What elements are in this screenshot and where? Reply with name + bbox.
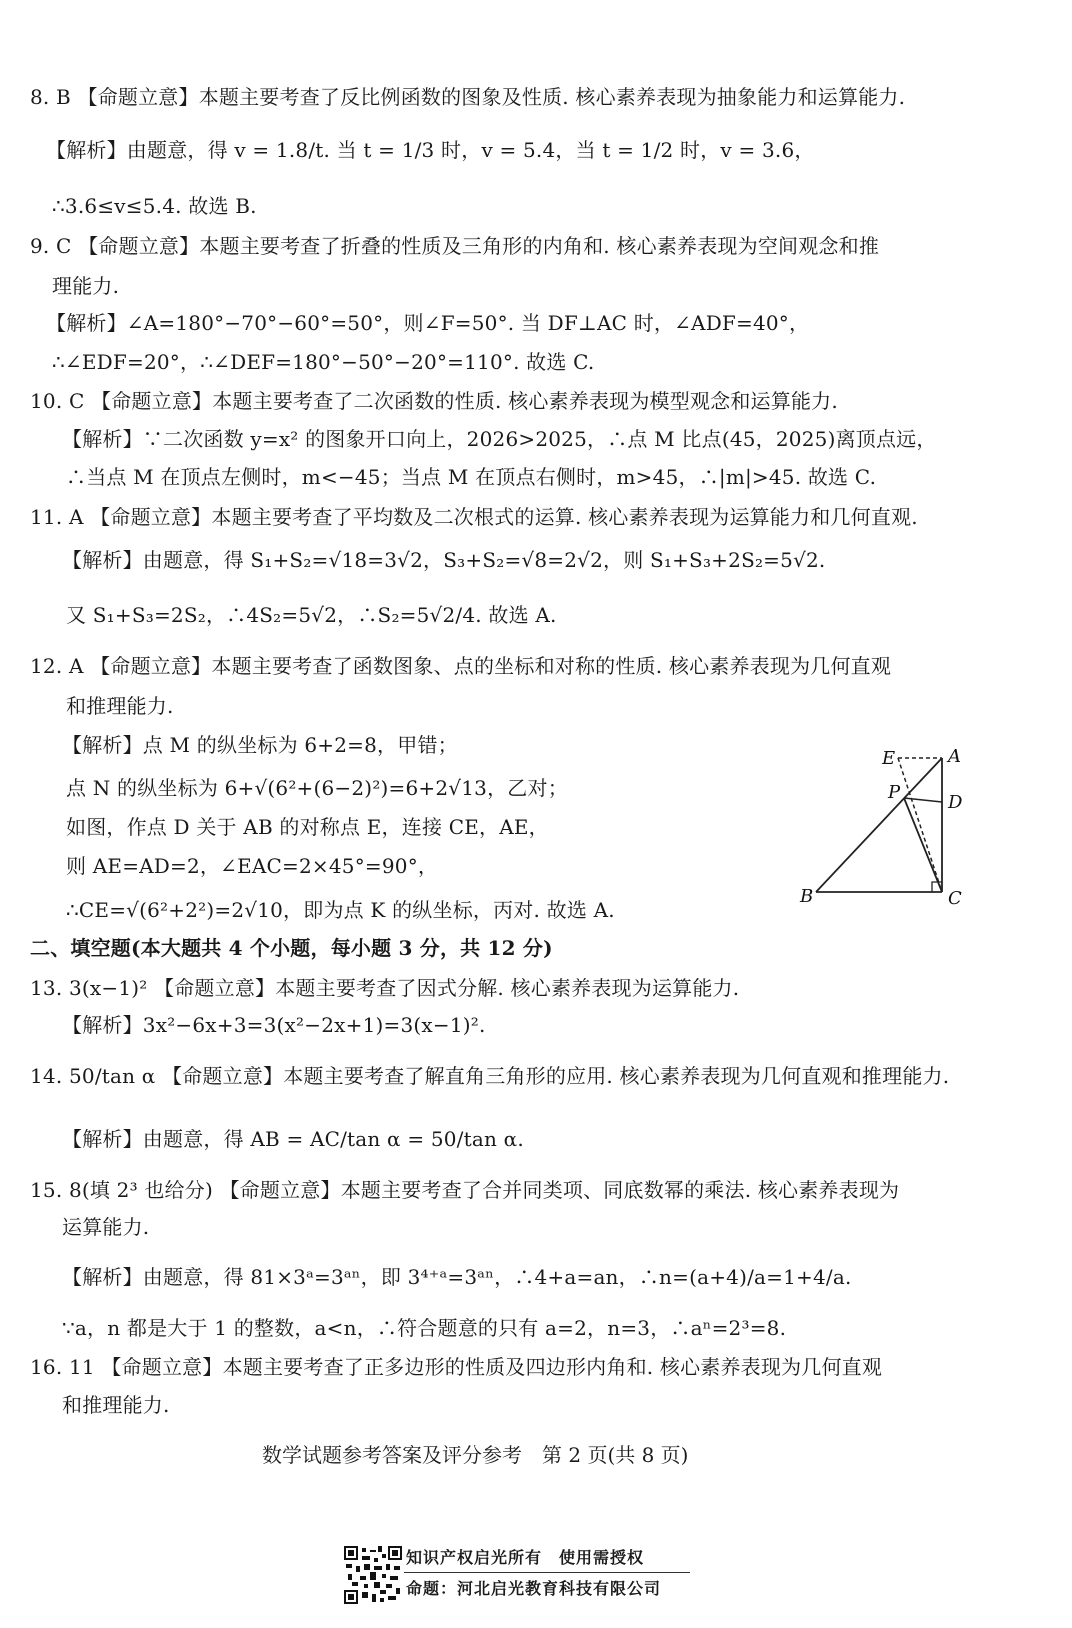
q10-conclusion: ∴当点 M 在顶点左侧时，m<−45；当点 M 在顶点右侧时，m>45，∴|m|>45. 故选 C. xyxy=(66,465,877,489)
q12-analysis-3: 如图，作点 D 关于 AB 的对称点 E，连接 CE，AE， xyxy=(66,815,549,839)
q8-conclusion: ∴3.6≤v≤5.4. 故选 B. xyxy=(52,194,257,218)
q9-analysis: 【解析】∠A=180°−70°−60°=50°，则∠F=50°. 当 DF⊥AC 时，∠ADF=40°， xyxy=(46,311,810,335)
q15-analysis: 【解析】由题意，得 81×3ᵃ=3ᵃⁿ，即 3⁴⁺ᵃ=3ᵃⁿ，∴4+a=an，∴n=(a+4)/a=1+4/a. xyxy=(62,1265,852,1289)
author-notice: 命题：河北启光教育科技有限公司 xyxy=(406,1579,662,1598)
q11-analysis: 【解析】由题意，得 S₁+S₂=√18=3√2，S₃+S₂=√8=2√2，则 S₁+S₃+2S₂=5√2. xyxy=(62,548,826,572)
label-e: E xyxy=(882,748,896,769)
q12-header-cont: 和推理能力. xyxy=(66,694,174,718)
q8-analysis: 【解析】由题意，得 v = 1.8/t. 当 t = 1/3 时，v = 5.4，当 t = 1/2 时，v = 3.6， xyxy=(46,138,815,162)
q16-header-cont: 和推理能力. xyxy=(62,1393,170,1417)
q13-analysis: 【解析】3x²−6x+3=3(x²−2x+1)=3(x−1)². xyxy=(62,1013,486,1037)
label-p: P xyxy=(888,782,901,803)
section-fill-blank-title: 二、填空题(本大题共 4 个小题，每小题 3 分，共 12 分) xyxy=(30,936,553,960)
q12-header: 12. A 【命题立意】本题主要考查了函数图象、点的坐标和对称的性质. 核心素养表现为几何直观 xyxy=(30,654,892,678)
q12-analysis-4: 则 AE=AD=2，∠EAC=2×45°=90°， xyxy=(66,854,439,878)
copyright-notice: 知识产权启光所有 使用需授权 xyxy=(406,1548,645,1567)
triangle-figure xyxy=(800,746,1012,930)
q9-conclusion: ∴∠EDF=20°，∴∠DEF=180°−50°−20°=110°. 故选 C. xyxy=(52,350,595,374)
q9-header-cont: 理能力. xyxy=(52,274,120,298)
label-a: A xyxy=(948,746,961,767)
q10-header: 10. C 【命题立意】本题主要考查了二次函数的性质. 核心素养表现为模型观念和运算能力. xyxy=(30,389,838,413)
q15-header-cont: 运算能力. xyxy=(62,1215,150,1239)
q13-header: 13. 3(x−1)² 【命题立意】本题主要考查了因式分解. 核心素养表现为运算能力. xyxy=(30,976,740,1000)
q14-analysis: 【解析】由题意，得 AB = AC/tan α = 50/tan α. xyxy=(62,1127,524,1151)
label-c: C xyxy=(948,888,962,909)
q12-analysis-2: 点 N 的纵坐标为 6+√(6²+(6−2)²)=6+2√13，乙对； xyxy=(66,776,568,800)
qr-code-icon[interactable] xyxy=(344,1546,402,1604)
q12-conclusion: ∴CE=√(6²+2²)=2√10，即为点 K 的纵坐标，丙对. 故选 A. xyxy=(66,898,615,922)
page-footer: 数学试题参考答案及评分参考 第 2 页(共 8 页) xyxy=(262,1443,689,1467)
q14-header: 14. 50/tan α 【命题立意】本题主要考查了解直角三角形的应用. 核心素养表现为几何直观和推理能力. xyxy=(30,1064,950,1088)
label-b: B xyxy=(800,886,814,907)
footer-divider xyxy=(404,1572,690,1573)
q12-analysis-1: 【解析】点 M 的纵坐标为 6+2=8，甲错； xyxy=(62,733,458,757)
q15-header: 15. 8(填 2³ 也给分) 【命题立意】本题主要考查了合并同类项、同底数幂的乘法. 核心素养表现为 xyxy=(30,1178,900,1202)
q9-header: 9. C 【命题立意】本题主要考查了折叠的性质及三角形的内角和. 核心素养表现为空间观念和推 xyxy=(30,234,880,258)
q11-conclusion: 又 S₁+S₃=2S₂，∴4S₂=5√2，∴S₂=5√2/4. 故选 A. xyxy=(66,603,557,627)
q11-header: 11. A 【命题立意】本题主要考查了平均数及二次根式的运算. 核心素养表现为运算能力和几何直观. xyxy=(30,505,918,529)
q16-header: 16. 11 【命题立意】本题主要考查了正多边形的性质及四边形内角和. 核心素养表现为几何直观 xyxy=(30,1355,883,1379)
q8-header: 8. B 【命题立意】本题主要考查了反比例函数的图象及性质. 核心素养表现为抽象能力和运算能力. xyxy=(30,85,906,109)
q10-analysis: 【解析】∵二次函数 y=x² 的图象开口向上，2026>2025，∴点 M 比点(45，2025)离顶点远， xyxy=(62,427,937,451)
label-d: D xyxy=(948,792,963,813)
q15-conclusion: ∵a，n 都是大于 1 的整数，a<n，∴符合题意的只有 a=2，n=3，∴aⁿ=2³=8. xyxy=(62,1316,787,1340)
